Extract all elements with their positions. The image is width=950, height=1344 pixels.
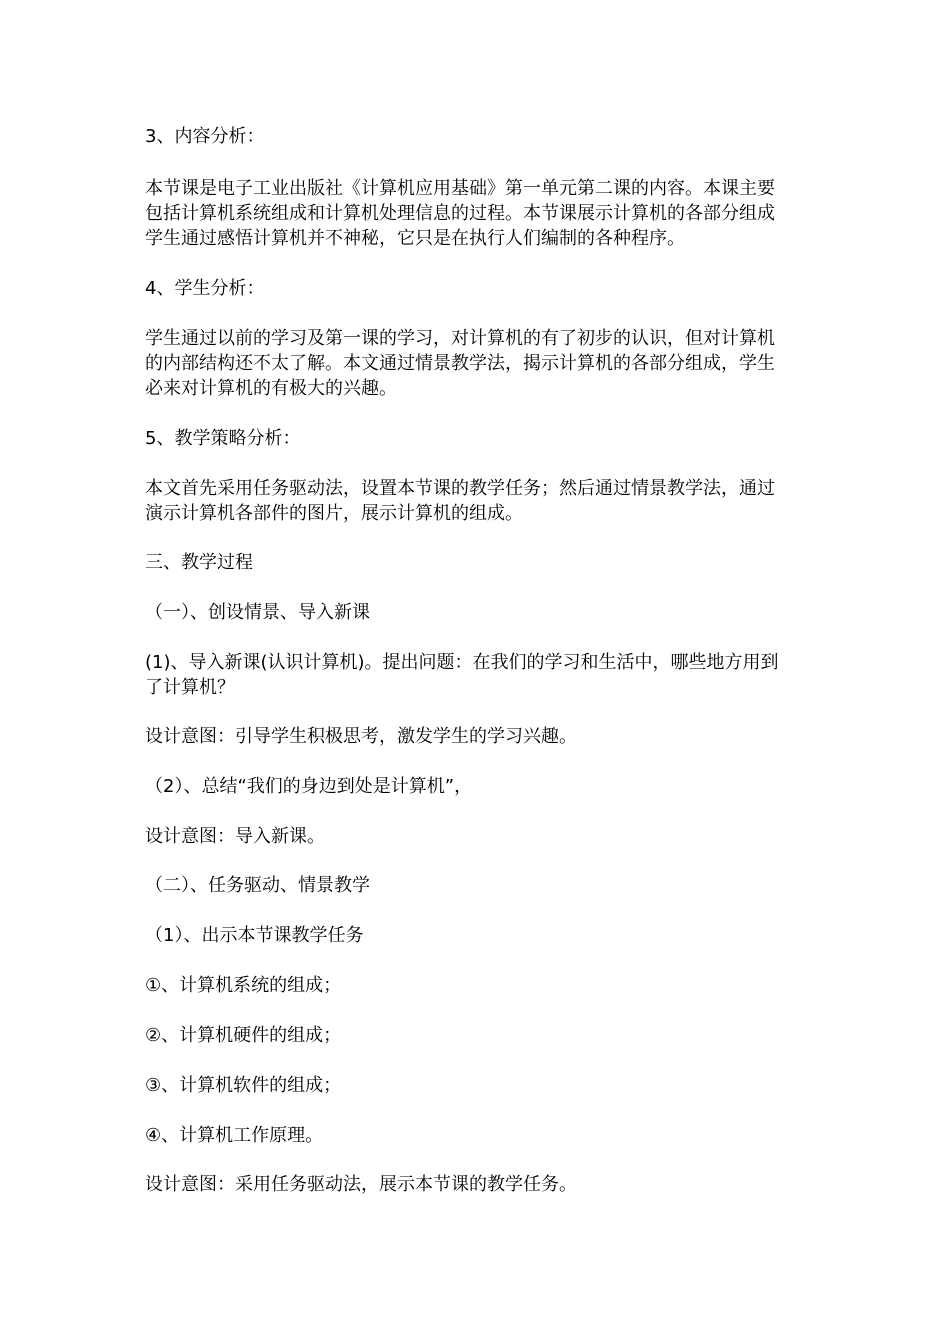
design-intent-line: 设计意图：采用任务驱动法，展示本节课的教学任务。 bbox=[145, 1174, 577, 1195]
subheading-task-driven: （二）、任务驱动、情景教学 bbox=[145, 875, 370, 896]
paragraph-line: （1）、出示本节课教学任务 bbox=[145, 925, 364, 946]
paragraph-line: 必来对计算机的有极大的兴趣。 bbox=[145, 378, 397, 399]
design-intent-line: 设计意图：引导学生积极思考，激发学生的学习兴趣。 bbox=[145, 726, 577, 747]
paragraph-line: 包括计算机系统组成和计算机处理信息的过程。本节课展示计算机的各部分组成 bbox=[145, 203, 775, 224]
heading-teaching-process: 三、教学过程 bbox=[145, 552, 253, 573]
heading-student-analysis: 4、学生分析： bbox=[145, 278, 265, 299]
paragraph-line: 了计算机？ bbox=[145, 677, 235, 698]
list-item: ②、计算机硬件的组成； bbox=[145, 1025, 342, 1046]
heading-strategy-analysis: 5、教学策略分析： bbox=[145, 428, 301, 449]
paragraph-line: （2）、总结“我们的身边到处是计算机”， bbox=[145, 776, 473, 797]
paragraph-line: 本文首先采用任务驱动法，设置本节课的教学任务；然后通过情景教学法，通过 bbox=[145, 478, 775, 499]
list-item: ④、计算机工作原理。 bbox=[145, 1125, 324, 1146]
paragraph-line: 学生通过以前的学习及第一课的学习，对计算机的有了初步的认识，但对计算机 bbox=[145, 328, 775, 349]
list-item: ③、计算机软件的组成； bbox=[145, 1075, 342, 1096]
paragraph-line: 学生通过感悟计算机并不神秘，它只是在执行人们编制的各种程序。 bbox=[145, 228, 685, 249]
paragraph-line: (1)、导入新课(认识计算机)。提出问题：在我们的学习和生活中，哪些地方用到 bbox=[145, 652, 779, 673]
subheading-intro: （一）、创设情景、导入新课 bbox=[145, 602, 370, 623]
paragraph-line: 演示计算机各部件的图片，展示计算机的组成。 bbox=[145, 503, 523, 524]
design-intent-line: 设计意图：导入新课。 bbox=[145, 826, 325, 847]
list-item: ①、计算机系统的组成； bbox=[145, 975, 342, 996]
paragraph-line: 的内部结构还不太了解。本文通过情景教学法，揭示计算机的各部分组成，学生 bbox=[145, 353, 775, 374]
heading-content-analysis: 3、内容分析： bbox=[145, 126, 265, 147]
paragraph-line: 本节课是电子工业出版社《计算机应用基础》第一单元第二课的内容。本课主要 bbox=[145, 178, 775, 199]
